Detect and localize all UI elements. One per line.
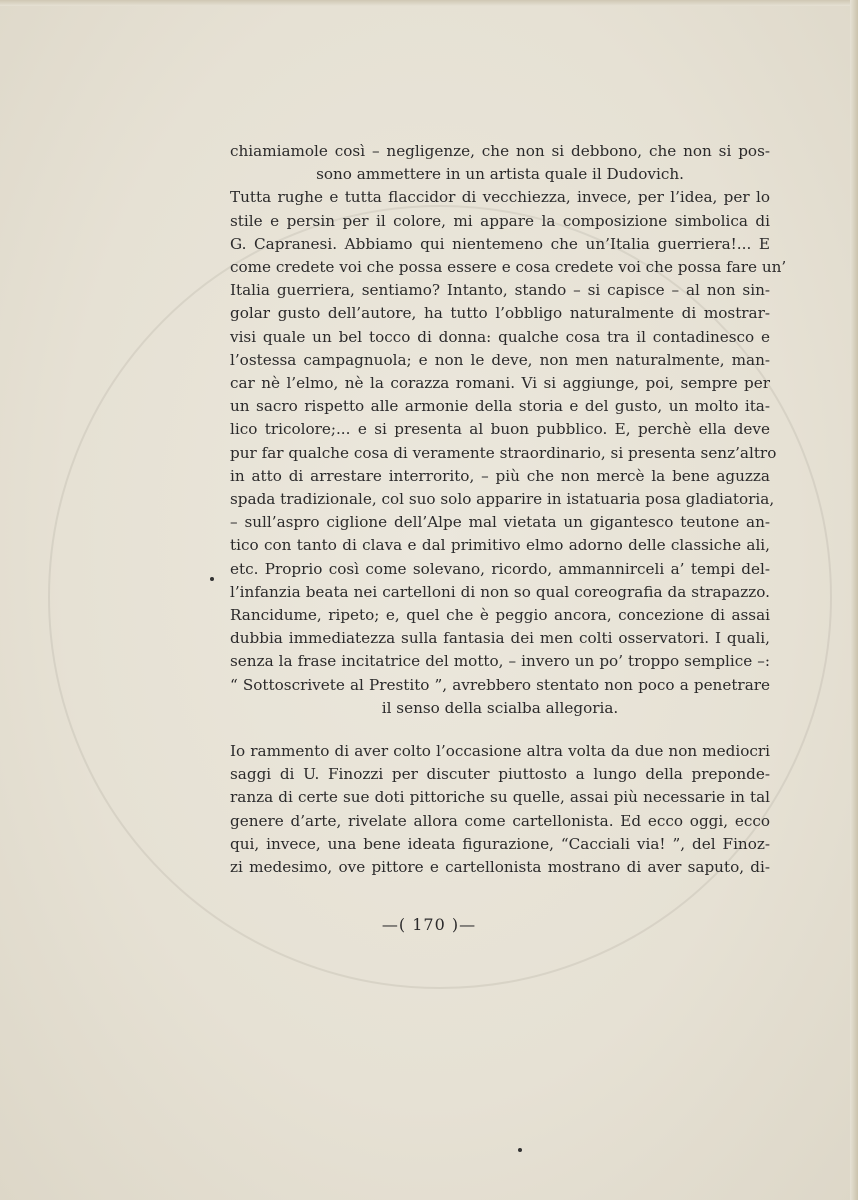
text-line: tico con tanto di clava e dal primitivo elmo adorno delle classiche ali, [230, 536, 770, 555]
text-line: il senso della scialba allegoria. [381, 698, 619, 717]
text-line: Italia guerriera, sentiamo? Intanto, stando – si capisce – al non sin- [230, 281, 770, 300]
text-line: sono ammettere in un artista quale il Dudovich. [316, 165, 684, 184]
text-line: G. Capranesi. Abbiamo qui nientemeno che un’Italia guerriera!... E [230, 234, 770, 253]
text-line: Io rammento di aver colto l’occasione altra volta da due non mediocri [230, 742, 770, 761]
text-line: zi medesimo, ove pittore e cartellonista mostrano di aver saputo, di- [230, 858, 770, 877]
text-line: dubbia immediatezza sulla fantasia dei men colti osservatori. I quali, [230, 629, 770, 648]
text-line: stile e persin per il colore, mi appare la composizione simbolica di [230, 211, 770, 230]
text-line: chiamiamole così – negligenze, che non si debbono, che non si pos- [230, 142, 770, 160]
text-line: in atto di arrestare interrorito, – più che non mercè la bene aguzza [230, 466, 770, 485]
text-line: senza la frase incitatrice del motto, – invero un po’ troppo semplice –: [230, 652, 770, 671]
text-line: come credete voi che possa essere e cosa credete voi che possa fare un’ [230, 258, 787, 277]
text-line: spada tradizionale, col suo solo apparire in istatuaria posa gladiatoria, [230, 490, 775, 509]
body-text [230, 140, 787, 879]
page-right-edge [850, 0, 858, 1200]
text-line: qui, invece, una bene ideata figurazione, “Cacciali via! ”, del Finoz- [230, 834, 770, 853]
page-top-edge [0, 0, 858, 6]
text-line: car nè l’elmo, nè la corazza romani. Vi si aggiunge, poi, sempre per [230, 374, 770, 393]
text-line: golar gusto dell’autore, ha tutto l’obbligo naturalmente di mostrar- [230, 304, 770, 323]
text-line: l’ostessa campagnuola; e non le deve, non men naturalmente, man- [230, 350, 770, 369]
text-line: pur far qualche cosa di veramente straordinario, si presenta senz’altro [230, 443, 777, 462]
text-line: l’infanzia beata nei cartelloni di non so qual coreografia da strapazzo. [230, 582, 770, 601]
text-line: genere d’arte, rivelate allora come cartellonista. Ed ecco oggi, ecco [230, 811, 770, 830]
page-number: —( 170 )— [381, 915, 477, 934]
text-line: ranza di certe sue doti pittoriche su quelle, assai più necessarie in tal [230, 788, 770, 807]
text-line: visi quale un bel tocco di donna: qualche cosa tra il contadinesco e [230, 327, 770, 346]
text-line: un sacro rispetto alle armonie della storia e del gusto, un molto ita- [230, 397, 770, 416]
ink-speck [518, 1148, 522, 1152]
text-line: saggi di U. Finozzi per discuter piuttosto a lungo della preponde- [230, 765, 770, 784]
paragraph-gap [230, 720, 770, 740]
text-line: Rancidume, ripeto; e, quel che è peggio ancora, concezione di assai [230, 606, 770, 625]
text-line: lico tricolore;... e si presenta al buon pubblico. E, perchè ella deve [230, 420, 770, 439]
margin-dot [210, 577, 214, 581]
text-line: – sull’aspro ciglione dell’Alpe mal vietata un gigantesco teutone an- [230, 513, 770, 532]
text-line: Tutta rughe e tutta flaccidor di vecchiezza, invece, per l’idea, per lo [230, 188, 770, 207]
text-line: etc. Proprio così come solevano, ricordo, ammannirceli a’ tempi del- [230, 559, 770, 578]
text-line: “ Sottoscrivete al Prestito ”, avrebbero stentato non poco a penetrare [230, 675, 770, 694]
